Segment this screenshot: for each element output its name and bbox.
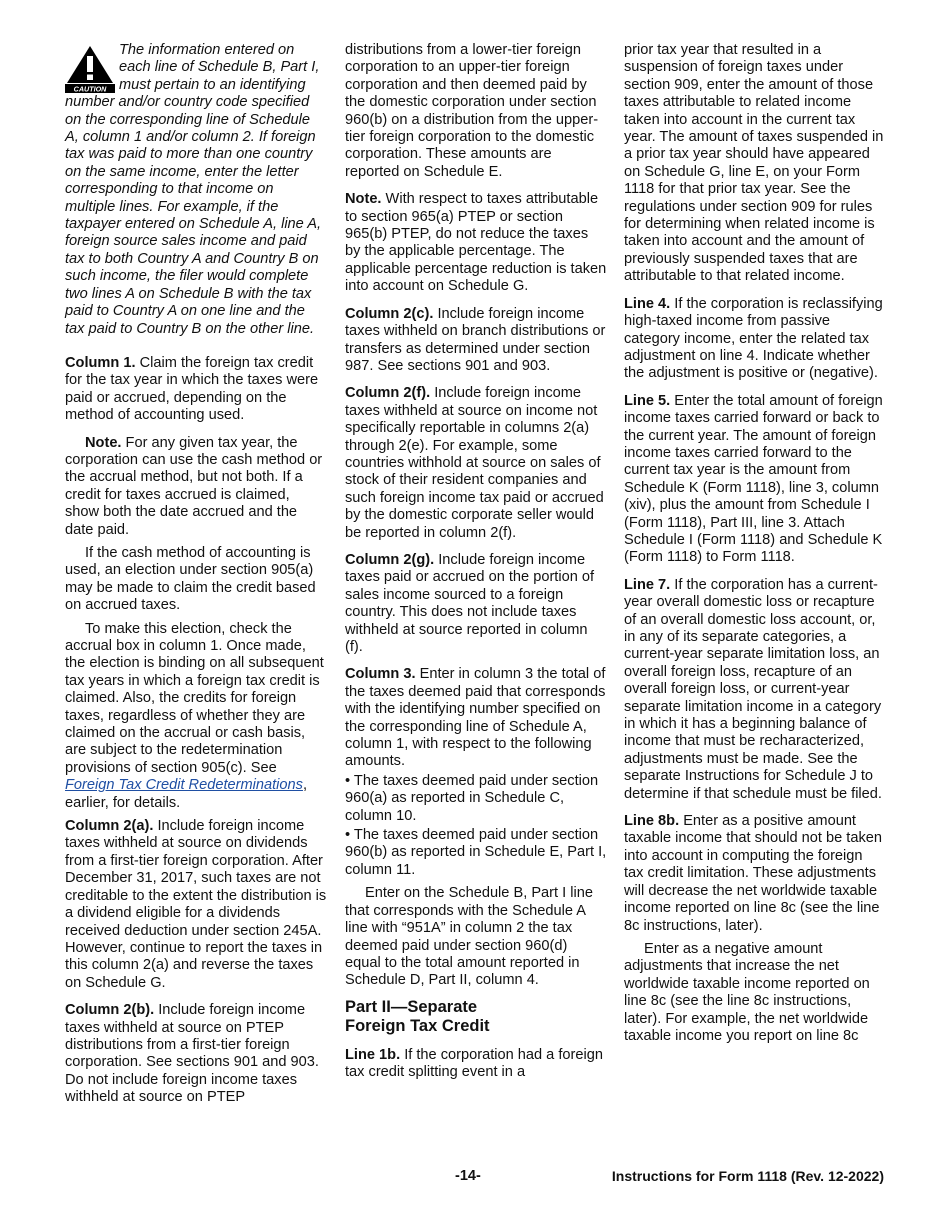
caution-text: The information entered on each line of Schedule B, Part I, must pertain to an identifying number and/or country code specified on the corresponding line of Schedule A, column 1 and/or column 2. If foreign tax was paid to more than one country on the same income, enter the letter corresponding to that income on multiple lines. For example, if the taxpayer entered on Schedule A, line A, foreign source sales income and paid tax to both Country A and Country B on such income, the filer would complete two lines A on Schedule B with the tax paid to Country A on one line and the tax paid to Country B on the other line. xyxy=(65,42,322,337)
column-right xyxy=(624,42,886,1051)
caution-icon xyxy=(65,45,115,93)
column-2f-paragraph xyxy=(345,385,607,542)
column-2f-text: Include foreign income taxes withheld at source on income not specifically reportable in columns 2(a) through 2(e). For example, some countries withhold at source on sales of stock of their resident companies and such foreign income tax paid or accrued by the domestic corporate seller would be reported in column 2(f). xyxy=(345,385,604,541)
column-2c-text: Include foreign income taxes withheld on branch distributions or transfers as determined under section 987. See sections 901 and 903. xyxy=(345,305,606,374)
line-8b-text: Enter as a positive amount taxable income that should not be taken into account in computing the foreign tax credit limitation. These adjustments will decrease the net worldwide taxable income reported on line 8c (see the line 8c instructions, later). xyxy=(624,813,882,934)
note-paragraph xyxy=(345,191,607,295)
continuation-paragraph: distributions from a lower-tier foreign corporation to an upper-tier foreign corporation and then deemed paid by the domestic corporation under section 960(b) on a distribution from the upper-tier foreign corporation to the domestic corporation. These amounts are reported on Schedule E. xyxy=(345,42,599,180)
line-7-text: If the corporation has a current-year overall domestic loss or recapture of an overall domestic loss account, or, in any of its separate categories, a current-year separate limitation loss, an overall foreign loss, recapture of an overall foreign loss, or current-year separate limitation income in a category in which it has a beginning balance of income that must be recharacterized, adjustments must be made. See the separate Instructions for Schedule J to determine if that schedule must be filed. xyxy=(624,576,882,802)
line-8b-paragraph xyxy=(624,813,886,935)
column-2f-label: Column 2(f). xyxy=(345,385,431,402)
column-2g-label: Column 2(g). xyxy=(345,551,435,568)
line-4-text: If the corporation is reclassifying high-taxed income from passive category income, enter the related tax adjustment on line 4. Indicate whether the adjustment is positive or (negative). xyxy=(624,295,883,382)
column-left xyxy=(65,42,327,1117)
negative-amount-paragraph: Enter as a negative amount adjustments that increase the net worldwide taxable income reported on line 8c (see the line 8c instructions, later). For example, the net worldwide taxable income you report on line 8c xyxy=(624,940,870,1044)
line-5-label: Line 5. xyxy=(624,392,671,409)
line-8b-label: Line 8b. xyxy=(624,813,680,830)
bullet-text: The taxes deemed paid under section 960(b) as reported in Schedule E, Part I, column 11. xyxy=(345,827,607,878)
column-2a-label: Column 2(a). xyxy=(65,818,154,835)
page-number: -14- xyxy=(455,1168,481,1184)
line-1b-label: Line 1b. xyxy=(345,1046,401,1063)
bullet-item xyxy=(345,773,607,825)
bullet-text: The taxes deemed paid under section 960(a) as reported in Schedule C, column 10. xyxy=(345,772,599,824)
note-paragraph xyxy=(65,435,327,539)
part2-heading-line2: Foreign Tax Credit xyxy=(345,1017,490,1036)
caution-icon-label: CAUTION xyxy=(73,84,107,93)
column-2a-text: Include foreign income taxes withheld at source on dividends from a first-tier foreign corporation. After December 31, 2017, such taxes are not creditable to the extent the distribution is a dividend eligible for a dividends received deduction under section 245A. However, continue to report the taxes in this column 2(a) and reverse the taxes on Schedule G. xyxy=(65,818,327,991)
part2-heading xyxy=(345,998,607,1037)
column-2b-label: Column 2(b). xyxy=(65,1002,155,1019)
line-4-paragraph xyxy=(624,296,886,383)
note-text: For any given tax year, the corporation can use the cash method or the accrual method, but not both. If a credit for taxes accrued is claimed, show both the date accrued and the date paid. xyxy=(65,434,323,538)
election-text: To make this election, check the accrual box in column 1. Once made, the election is binding on all subsequent tax years in which a foreign tax credit is claimed. Also, the credits for foreign taxes, regardless of whether they are claimed on the accrual or cash basis, are subject to the redetermination provisions of section 905(c). See xyxy=(65,620,324,776)
bullet-item xyxy=(345,827,607,879)
column-2a-paragraph xyxy=(65,818,327,992)
line-1b-text: If the corporation had a foreign tax credit splitting event in a xyxy=(345,1046,603,1081)
note-label: Note. xyxy=(85,434,122,451)
cash-method-paragraph: If the cash method of accounting is used, an election under section 905(a) may be made to claim the credit based on accrued taxes. xyxy=(65,544,316,614)
column-2g-text: Include foreign income taxes paid or accrued on the portion of sales income sourced to a foreign country. This does not include taxes withheld at source reported in column (f). xyxy=(345,551,595,655)
enter-951a-paragraph: Enter on the Schedule B, Part I line that corresponds with the Schedule A line with “951A” in column 2 the tax deemed paid under section 960(d) equal to the total amount reported in Schedule D, Part II, column 4. xyxy=(345,885,593,989)
bullet-icon: • xyxy=(345,827,354,844)
column-3-paragraph xyxy=(345,666,607,770)
column-3-text: Enter in column 3 the total of the taxes deemed paid that corresponds with the identifying number specified on the corresponding line of Schedule A, column 1, with respect to the following amounts. xyxy=(345,666,606,770)
line-5-text: Enter the total amount of foreign income taxes carried forward or back to the current year. The amount of foreign income taxes carried forward to the current tax year is the amount from Schedule K (Form 1118), line 3, column (xiv), plus the amount from Schedule I (Form 1118), Part III, line 3. Attach Schedule I (Form 1118) and Schedule K (Form 1118) to Form 1118. xyxy=(624,392,883,566)
foreign-tax-credit-redeterminations-link[interactable]: Foreign Tax Credit Redeterminations xyxy=(65,777,303,794)
line-5-paragraph xyxy=(624,393,886,567)
line-4-label: Line 4. xyxy=(624,295,671,312)
column1-label: Column 1. xyxy=(65,354,136,371)
column-2b-paragraph xyxy=(65,1002,327,1106)
line-1b-paragraph xyxy=(345,1047,607,1082)
column-middle xyxy=(345,42,607,1092)
column-2g-paragraph xyxy=(345,552,607,656)
column-2b-text: Include foreign income taxes withheld at source on PTEP distributions from a first-tier foreign corporation. See sections 901 and 903. Do not include foreign income taxes withheld at source on PTEP xyxy=(65,1002,319,1106)
column1-text: Claim the foreign tax credit for the tax year in which the taxes were paid or accrued, depending on the method of accounting used. xyxy=(65,354,319,424)
column-3-label: Column 3. xyxy=(345,666,416,683)
column-2c-paragraph xyxy=(345,306,607,376)
continuation-paragraph: prior tax year that resulted in a suspension of foreign taxes under section 909, enter the amount of those taxes attributable to related income taken into account in the current tax year. The amount of taxes suspended in a prior tax year should have appeared on Schedule G, line E, on your Form 1118 for that prior tax year. See the regulations under section 909 for rules for determining when related income is taken into account and the amount of previously suspended taxes that are attributable to that related income. xyxy=(624,42,884,285)
part2-heading-line1: Part II—Separate xyxy=(345,997,478,1016)
note-label: Note. xyxy=(345,191,382,208)
caution-block xyxy=(65,42,327,338)
bullet-icon: • xyxy=(345,772,354,789)
column-2c-label: Column 2(c). xyxy=(345,305,434,322)
election-text-after: , earlier, for details. xyxy=(65,777,308,811)
election-paragraph xyxy=(65,621,327,812)
column1-paragraph xyxy=(65,355,327,425)
note-text: With respect to taxes attributable to section 965(a) PTEP or section 965(b) PTEP, do not reduce the taxes by the applicable percentage. The applicable percentage reduction is taken into account on Schedule G. xyxy=(345,191,607,295)
line-7-paragraph xyxy=(624,577,886,803)
form-title: Instructions for Form 1118 (Rev. 12-2022) xyxy=(611,1168,884,1184)
line-7-label: Line 7. xyxy=(624,576,671,593)
